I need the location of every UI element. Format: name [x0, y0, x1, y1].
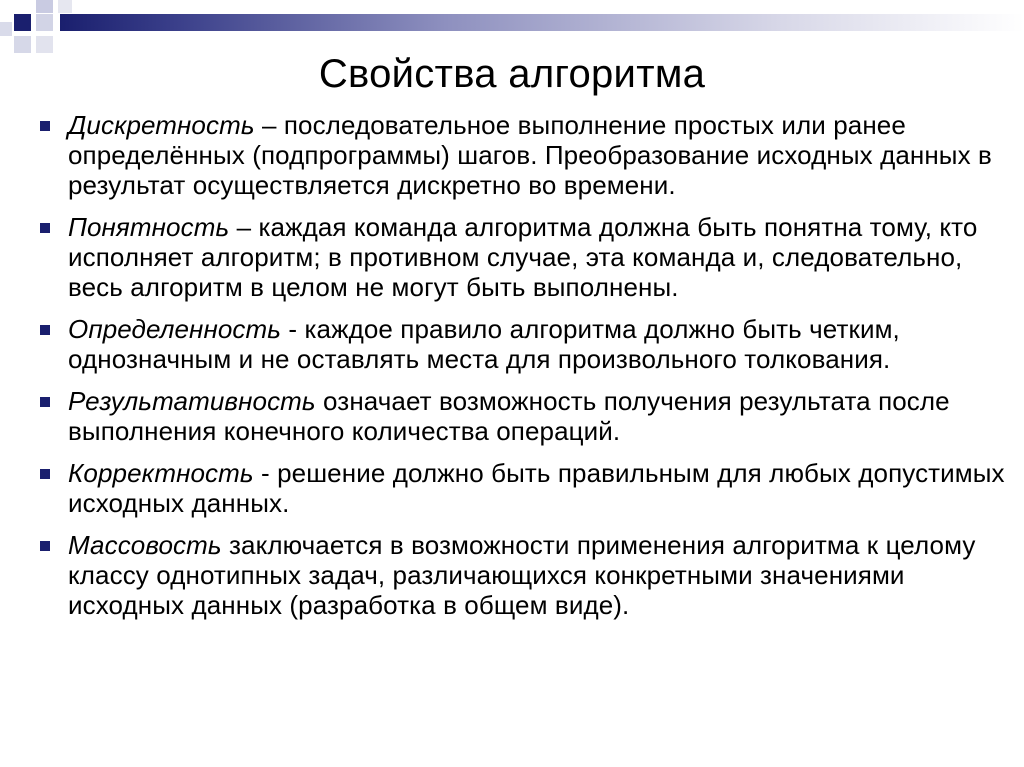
- item-term: Дискретность: [68, 110, 255, 140]
- item-term: Определенность: [68, 314, 282, 344]
- item-text: – последовательное выполнение простых или ранее определённых (подпрограммы) шагов. Преобразование исходных данных в результат осуществляется дискретно во времени.: [68, 110, 992, 200]
- item-text: - решение должно быть правильным для любых допустимых исходных данных.: [68, 458, 1005, 518]
- item-text: означает возможность получения результата после выполнения конечного количества операций.: [68, 386, 950, 446]
- list-item: [40, 110, 1005, 200]
- item-text: – каждая команда алгоритма должна быть понятна тому, кто исполняет алгоритм; в противном случае, эта команда и, следовательно, весь алгоритм в целом не могут быть выполнены.: [68, 212, 978, 302]
- bullet-square-icon: [40, 325, 50, 335]
- list-item: [40, 458, 1005, 518]
- item-text: заключается в возможности применения алгоритма к целому классу однотипных задач, различающихся конкретными значениями исходных данных (разработка в общем виде).: [68, 530, 976, 620]
- decor-square: [36, 14, 53, 31]
- slide-title: Свойства алгоритма: [318, 52, 706, 96]
- decor-square: [14, 14, 31, 31]
- bullet-square-icon: [40, 121, 50, 131]
- item-term: Массовость: [68, 530, 222, 560]
- list-item: [40, 386, 1005, 446]
- item-term: Понятность: [68, 212, 230, 242]
- decor-square: [0, 22, 12, 36]
- decor-square: [58, 0, 72, 13]
- item-term: Результативность: [68, 386, 316, 416]
- decor-square: [14, 36, 31, 53]
- item-term: Корректность: [68, 458, 254, 488]
- item-text: - каждое правило алгоритма должно быть четким, однозначным и не оставлять места для произвольного толкования.: [68, 314, 900, 374]
- header-gradient-bar: [60, 14, 1024, 31]
- list-item: [40, 212, 1005, 302]
- bullet-square-icon: [40, 223, 50, 233]
- decor-square: [36, 0, 53, 13]
- bullet-square-icon: [40, 397, 50, 407]
- bullet-square-icon: [40, 541, 50, 551]
- bullet-square-icon: [40, 469, 50, 479]
- list-item: [40, 530, 1005, 620]
- list-item: [40, 314, 1005, 374]
- decor-square: [36, 36, 53, 53]
- property-list: [40, 110, 1005, 632]
